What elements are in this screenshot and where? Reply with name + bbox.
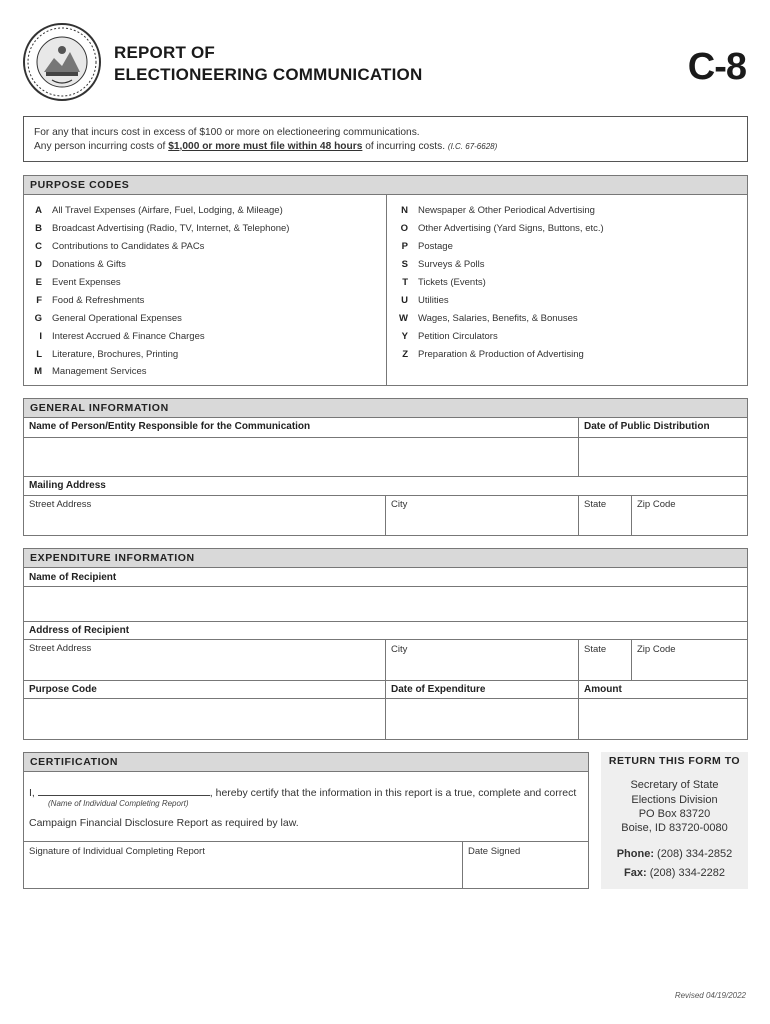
purpose-code-letter: S: [401, 259, 408, 271]
distribution-date-label: Date of Public Distribution: [584, 421, 710, 432]
recipient-city-label: City: [391, 644, 408, 655]
purpose-code-row: [28, 291, 289, 309]
purpose-code-letter: G: [34, 312, 42, 324]
purpose-code-letter: I: [39, 330, 42, 342]
expenditure-date-label: Date of Expenditure: [391, 684, 486, 695]
recipient-name-field[interactable]: [24, 587, 747, 621]
purpose-code-label: General Operational Expenses: [52, 312, 182, 324]
purpose-code-row: [28, 327, 289, 345]
purpose-code-row: [394, 274, 604, 292]
purpose-code-label: Utilities: [418, 294, 449, 306]
purpose-code-label: All Travel Expenses (Airfare, Fuel, Lodging, & Mileage): [52, 205, 283, 217]
purpose-code-label: Event Expenses: [52, 277, 121, 288]
certification-section: [23, 752, 589, 889]
return-address-box: [601, 752, 748, 889]
purpose-code-row: [28, 202, 289, 220]
certification-line-2: Campaign Financial Disclosure Report as required by law.: [29, 817, 299, 829]
purpose-code-label: Surveys & Polls: [418, 259, 485, 271]
intro-citation: (I.C. 67-6628): [447, 142, 498, 151]
purpose-code-letter: T: [402, 277, 408, 288]
intro-line-2-post: of incurring costs.: [362, 141, 446, 152]
purpose-code-letter: Z: [402, 348, 408, 360]
purpose-code-label: Literature, Brochures, Printing: [52, 348, 179, 360]
purpose-code-row: [394, 202, 604, 220]
purpose-code-letter: Y: [401, 330, 408, 342]
responsible-name-label: Name of Person/Entity Responsible for the Communication: [29, 421, 311, 432]
divider: [24, 680, 747, 681]
purpose-code-letter: B: [35, 223, 42, 235]
title-line-2: ELECTIONEERING COMMUNICATION: [114, 65, 423, 84]
phone-number: (208) 334-2852: [654, 848, 733, 860]
recipient-city-field[interactable]: [386, 655, 578, 680]
recipient-address-label: Address of Recipient: [29, 625, 130, 636]
purpose-code-label: Contributions to Candidates & PACs: [52, 241, 205, 253]
title-line-1: REPORT OF: [114, 43, 215, 62]
expenditure-date-field[interactable]: [386, 699, 578, 740]
intro-box: [23, 116, 748, 162]
return-fax: [601, 867, 748, 879]
zip-code-label: Zip Code: [637, 499, 676, 510]
distribution-date-field[interactable]: [579, 438, 747, 476]
purpose-code-letter: D: [35, 259, 42, 271]
date-signed-field[interactable]: [463, 859, 588, 889]
purpose-code-label: Food & Refreshments: [52, 294, 145, 306]
phone-label: Phone:: [616, 848, 654, 860]
amount-field[interactable]: [579, 699, 747, 740]
zip-code-field[interactable]: [632, 511, 747, 536]
purpose-code-label: Newspaper & Other Periodical Advertising: [418, 205, 595, 217]
intro-line-2-pre: Any person incurring costs of: [34, 141, 169, 152]
expenditure-information-section: [23, 548, 748, 740]
purpose-code-label: Petition Circulators: [418, 330, 498, 342]
general-information-section: [23, 398, 748, 536]
amount-label: Amount: [584, 684, 622, 695]
purpose-code-label: Donations & Gifts: [52, 259, 126, 271]
column-divider: [386, 195, 387, 386]
recipient-name-label: Name of Recipient: [29, 572, 117, 583]
form-id: C-8: [687, 46, 746, 88]
purpose-code-label: Other Advertising (Yard Signs, Buttons, etc.): [418, 223, 604, 235]
return-line-2: Elections Division: [631, 794, 718, 806]
state-seal-icon: [22, 22, 102, 102]
date-signed-label: Date Signed: [468, 846, 521, 857]
certifier-name-caption: (Name of Individual Completing Report): [48, 799, 189, 808]
purpose-code-row: [28, 256, 289, 274]
responsible-name-field[interactable]: [24, 438, 578, 476]
state-field[interactable]: [579, 511, 631, 536]
purpose-code-letter: N: [401, 205, 408, 217]
street-address-field[interactable]: [24, 511, 385, 536]
purpose-code-row: [394, 238, 604, 256]
recipient-street-label: Street Address: [29, 643, 92, 654]
recipient-street-field[interactable]: [24, 655, 385, 680]
return-phone: [601, 848, 748, 860]
certification-prefix: I,: [29, 787, 35, 799]
purpose-code-letter: O: [400, 223, 408, 235]
purpose-code-row: [28, 220, 289, 238]
purpose-code-letter: U: [401, 294, 408, 306]
intro-line-1: For any that incurs cost in excess of $100 or more on electioneering communications.: [34, 127, 420, 138]
purpose-codes-heading: PURPOSE CODES: [24, 176, 747, 195]
purpose-code-row: [28, 345, 289, 363]
purpose-code-row: [394, 327, 604, 345]
purpose-code-letter: P: [401, 241, 408, 253]
purpose-code-field[interactable]: [24, 699, 385, 740]
form-title: [114, 42, 422, 86]
certification-text: , hereby certify that the information in this report is a true, complete and correct: [209, 787, 577, 799]
purpose-codes-right-column: [394, 202, 604, 363]
purpose-code-label: Wages, Salaries, Benefits, & Bonuses: [418, 312, 578, 324]
signature-label: Signature of Individual Completing Report: [29, 846, 205, 857]
purpose-code-row: [394, 291, 604, 309]
purpose-code-letter: F: [36, 294, 42, 306]
purpose-code-row: [394, 345, 604, 363]
purpose-code-row: [394, 309, 604, 327]
purpose-code-label: Preparation & Production of Advertising: [418, 348, 584, 360]
signature-field[interactable]: [24, 859, 462, 889]
purpose-code-letter: L: [36, 348, 42, 360]
purpose-code-label: Postage: [418, 241, 453, 253]
street-address-label: Street Address: [29, 499, 92, 510]
purpose-code-letter: A: [35, 205, 42, 217]
intro-line-2: [34, 140, 737, 154]
purpose-code-label: Broadcast Advertising (Radio, TV, Internet, & Telephone): [52, 223, 290, 235]
purpose-codes-section: [23, 175, 748, 386]
recipient-state-label: State: [584, 644, 607, 655]
certifier-name-field[interactable]: [38, 785, 210, 796]
fax-number: (208) 334-2282: [646, 867, 725, 879]
purpose-code-letter: C: [35, 241, 42, 253]
return-line-3: PO Box 83720: [638, 808, 711, 820]
certification-heading: CERTIFICATION: [24, 753, 588, 772]
purpose-codes-left-column: [28, 202, 289, 381]
expenditure-information-heading: EXPENDITURE INFORMATION: [24, 549, 747, 568]
purpose-code-label: Management Services: [52, 366, 147, 378]
state-label: State: [584, 499, 607, 510]
recipient-zip-field[interactable]: [632, 655, 747, 680]
return-heading: RETURN THIS FORM TO: [608, 755, 741, 767]
divider: [24, 841, 588, 842]
divider: [24, 621, 747, 622]
purpose-code-label: Purpose Code: [29, 684, 97, 695]
general-information-heading: GENERAL INFORMATION: [24, 399, 747, 418]
purpose-code-label: Tickets (Events): [418, 277, 486, 288]
intro-deadline: $1,000 or more must file within 48 hours: [168, 141, 363, 152]
recipient-zip-label: Zip Code: [637, 644, 676, 655]
purpose-code-label: Interest Accrued & Finance Charges: [52, 330, 205, 342]
certification-statement: [29, 785, 576, 799]
revision-date: Revised 04/19/2022: [674, 991, 746, 1000]
purpose-code-row: [394, 256, 604, 274]
purpose-code-row: [28, 309, 289, 327]
purpose-code-letter: W: [399, 312, 408, 324]
return-line-1: Secretary of State: [630, 779, 719, 791]
purpose-code-row: [28, 363, 289, 381]
purpose-code-row: [394, 220, 604, 238]
mailing-address-label: Mailing Address: [29, 480, 106, 491]
city-field[interactable]: [386, 511, 578, 536]
purpose-code-letter: M: [34, 366, 42, 378]
fax-label: Fax:: [624, 867, 647, 879]
purpose-code-row: [28, 274, 289, 292]
return-line-4: Boise, ID 83720-0080: [621, 822, 728, 834]
purpose-code-letter: E: [35, 277, 42, 288]
recipient-state-field[interactable]: [579, 655, 631, 680]
purpose-code-row: [28, 238, 289, 256]
divider: [24, 476, 747, 477]
city-label: City: [391, 499, 408, 510]
